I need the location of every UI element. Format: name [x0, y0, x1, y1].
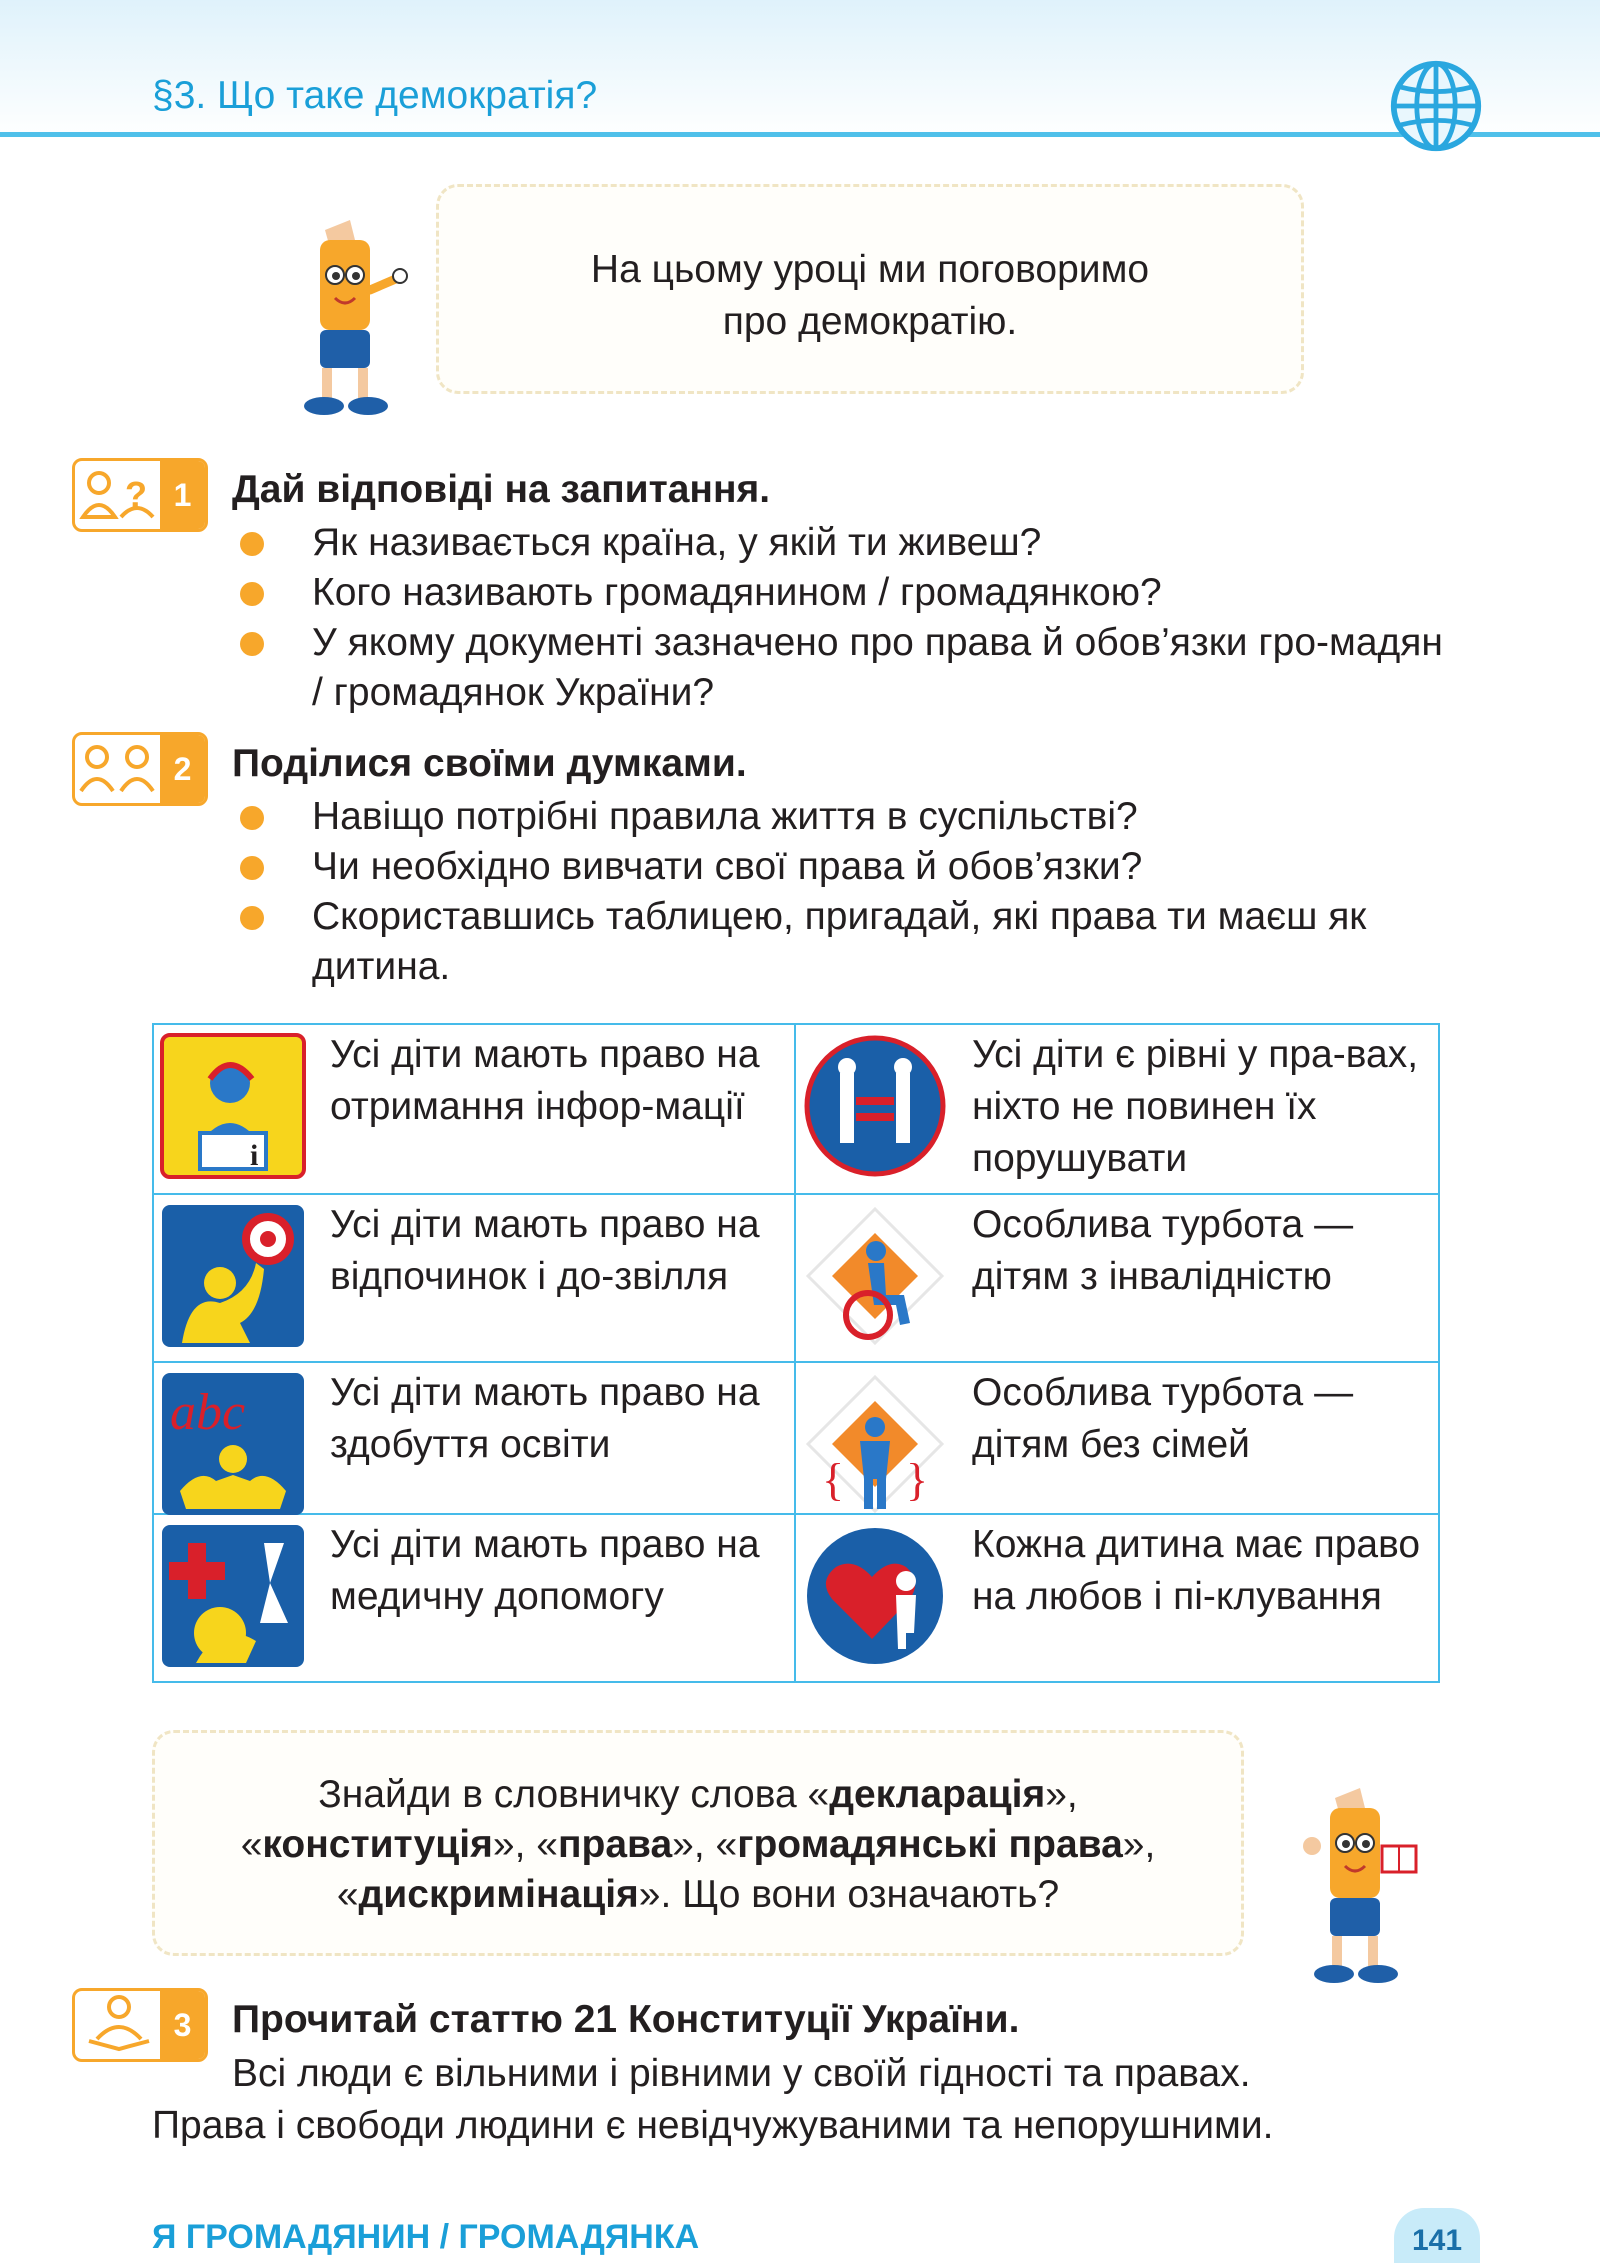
table-cell [154, 1195, 796, 1363]
table-cell [154, 1515, 796, 1681]
list-item: У якому документі зазначено про права й обов’язки гро-мадян / громадянок України? [232, 618, 1452, 718]
task-1-list [232, 518, 1452, 718]
heart-care-icon [802, 1523, 948, 1669]
dictionary-line-1 [152, 1770, 1244, 1820]
list-item: Як називається країна, у якій ти живеш? [232, 518, 1452, 568]
term-civil-rights: громадянські права [737, 1823, 1123, 1866]
article-text [152, 2048, 1440, 2152]
table-cell [796, 1363, 1438, 1515]
task-1-heading: Дай відповіді на запитання. [232, 468, 771, 511]
header-band [0, 0, 1600, 140]
text-span: Знайди в словничку слова « [318, 1773, 830, 1816]
rights-table [152, 1023, 1440, 1683]
child-without-family-icon [802, 1371, 948, 1517]
table-cell [796, 1195, 1438, 1363]
svg-text:?: ? [125, 474, 147, 515]
right-text: Усі діти мають право на отримання інфор-мації [330, 1033, 760, 1128]
task-1-badge [72, 458, 208, 532]
task-3-number: 3 [160, 1991, 205, 2059]
svg-text:{: { [822, 1454, 845, 1505]
text-span: « [336, 1873, 359, 1916]
text-span: », « [492, 1823, 558, 1866]
dictionary-line-3 [152, 1870, 1244, 1920]
text-span: « [240, 1823, 263, 1866]
page-title: §3. Що таке демократія? [152, 74, 598, 117]
svg-text:i: i [250, 1139, 259, 1172]
table-cell [154, 1025, 796, 1195]
footer-section-label: Я ГРОМАДЯНИН / ГРОМАДЯНКА [152, 2218, 700, 2256]
right-text: Усі діти мають право на здобуття освіти [330, 1371, 760, 1466]
reading-person-icon [75, 1991, 163, 2059]
table-cell [154, 1363, 796, 1515]
equality-icon [802, 1033, 948, 1179]
information-right-icon [160, 1033, 306, 1179]
pencil-mascot-icon [280, 220, 410, 420]
task-2-heading: Поділися своїми думками. [232, 742, 747, 785]
list-item: Навіщо потрібні правила життя в суспільстві? [232, 792, 1452, 842]
header-rule [0, 132, 1600, 137]
pencil-mascot-reading-icon [1290, 1788, 1420, 1988]
svg-text:}: } [906, 1454, 929, 1505]
right-text: Усі діти мають право на відпочинок і до-звілля [330, 1203, 760, 1298]
wheelchair-icon [802, 1203, 948, 1349]
term-declaration: декларація [829, 1773, 1046, 1816]
task-1-number: 1 [160, 461, 205, 529]
table-cell [796, 1515, 1438, 1681]
intro-line-1: На цьому уроці ми поговоримо [590, 248, 1150, 291]
list-item: Кого називають громадянином / громадянкою? [232, 568, 1452, 618]
page-number: 141 [1394, 2208, 1480, 2263]
dictionary-text [152, 1770, 1244, 1920]
task-2-number: 2 [160, 735, 205, 803]
task-2-list [232, 792, 1452, 992]
education-abc-icon [160, 1371, 306, 1517]
medical-cross-icon [160, 1523, 306, 1669]
term-constitution: конституція [262, 1823, 493, 1866]
dictionary-line-2 [152, 1820, 1244, 1870]
term-rights: права [557, 1823, 673, 1866]
globe-icon [1388, 58, 1484, 154]
list-item: Чи необхідно вивчати свої права й обов’язки? [232, 842, 1452, 892]
right-text: Особлива турбота — дітям без сімей [972, 1371, 1354, 1466]
leisure-ball-icon [160, 1203, 306, 1349]
term-discrimination: дискримінація [358, 1873, 639, 1916]
article-line-1: Всі люди є вільними і рівними у своїй гідності та правах. [232, 2052, 1251, 2095]
text-span: », [1045, 1773, 1078, 1816]
right-text: Кожна дитина має право на любов і пі-клування [972, 1523, 1421, 1618]
task-2-badge [72, 732, 208, 806]
right-text: Усі діти мають право на медичну допомогу [330, 1523, 760, 1618]
text-span: ». Що вони означають? [638, 1873, 1060, 1916]
right-text: Усі діти є рівні у пра-вах, ніхто не повинен їх порушувати [972, 1033, 1419, 1180]
table-cell [796, 1025, 1438, 1195]
discussion-people-icon [75, 735, 163, 803]
text-span: », « [672, 1823, 738, 1866]
intro-line-2: про демократію. [722, 300, 1018, 343]
intro-text [436, 244, 1304, 348]
text-span: », [1122, 1823, 1156, 1866]
question-people-icon [75, 461, 163, 529]
article-line-2: Права і свободи людини є невідчужуваними та непорушними. [152, 2104, 1274, 2147]
task-3-heading: Прочитай статтю 21 Конституції України. [232, 1998, 1020, 2041]
right-text: Особлива турбота — дітям з інвалідністю [972, 1203, 1354, 1298]
svg-text:abc: abc [170, 1384, 246, 1441]
list-item: Скориставшись таблицею, пригадай, які права ти маєш як дитина. [232, 892, 1452, 992]
